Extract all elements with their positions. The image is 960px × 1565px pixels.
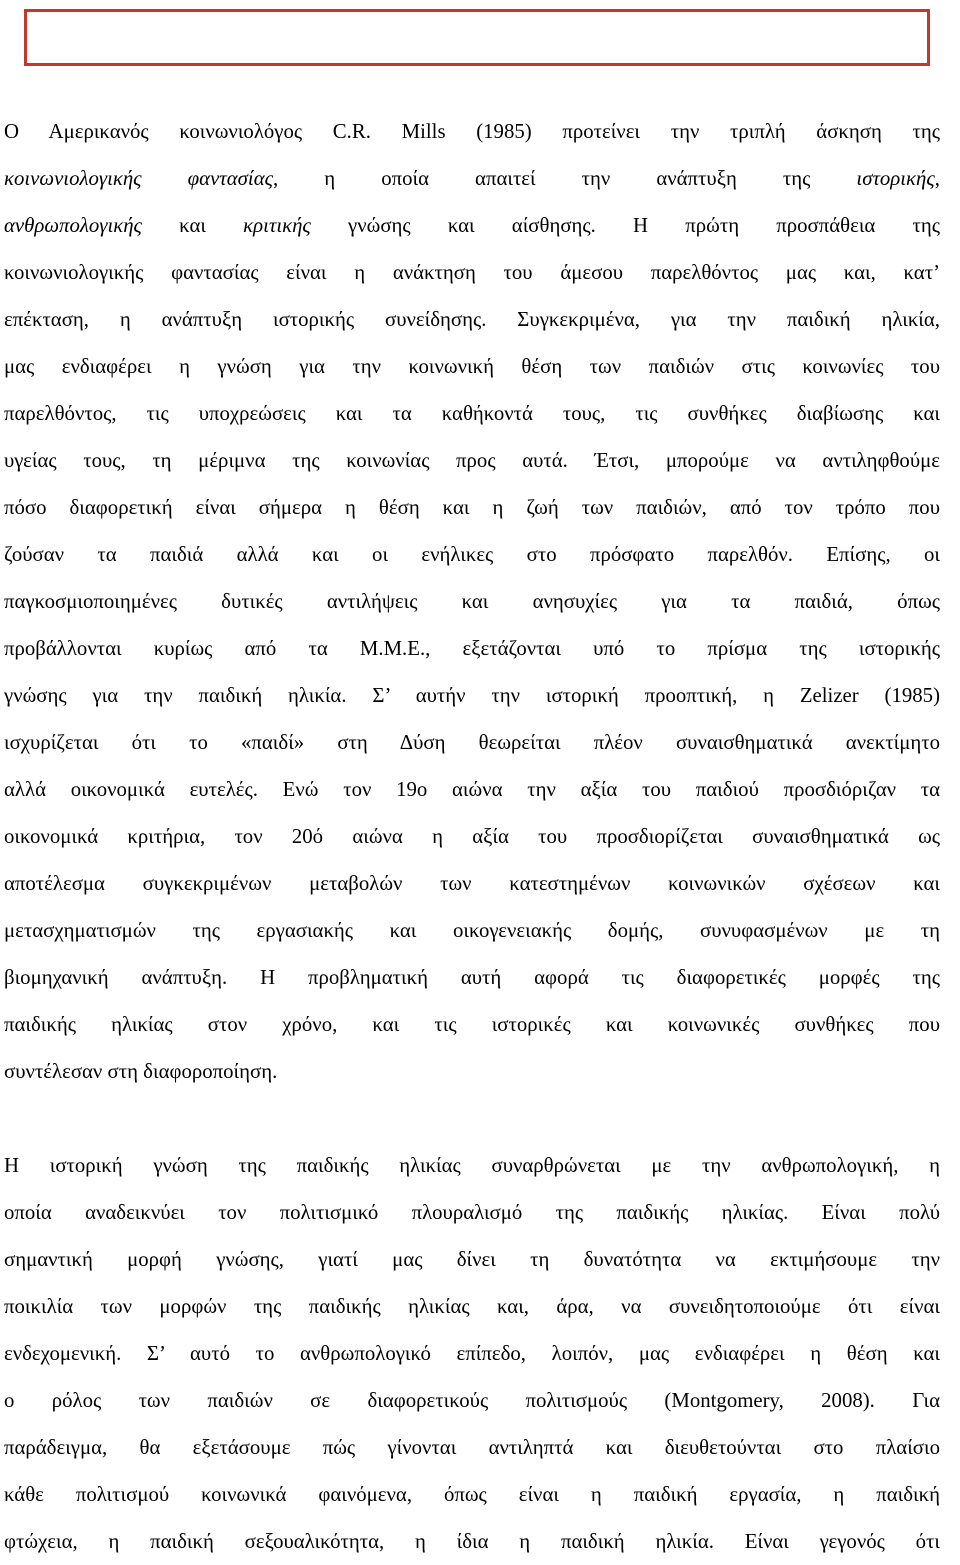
text-line: γνώσης για την παιδική ηλικία. Σ’ αυτήν την ιστορική προοπτική, η Zelizer (1985): [4, 684, 940, 707]
paragraph-1: [4, 108, 940, 1095]
text-line: αποτέλεσμα συγκεκριμένων μεταβολών των κατεστημένων κοινωνικών σχέσεων και: [4, 872, 940, 895]
paragraph-2: [4, 1142, 940, 1565]
text-line: παρελθόντος, τις υποχρεώσεις και τα καθήκοντά τους, τις συνθήκες διαβίωσης και: [4, 402, 940, 425]
text-line: σημαντική μορφή γνώσης, γιατί μας δίνει τη δυνατότητα να εκτιμήσουμε την: [4, 1248, 940, 1271]
text-line: πόσο διαφορετική είναι σήμερα η θέση και η ζωή των παιδιών, από τον τρόπο που: [4, 496, 940, 519]
text-line: αλλά οικονομικά ευτελές. Ενώ τον 19ο αιώνα την αξία του παιδιού προσδιόριζαν τα: [4, 778, 940, 801]
header-box: [24, 9, 930, 66]
italic-term: ιστορικής: [856, 167, 935, 190]
text-line: κοινωνιολογικής φαντασίας είναι η ανάκτηση του άμεσου παρελθόντος μας και, κατ’: [4, 261, 940, 284]
italic-term: κοινωνιολογικής φαντασίας: [4, 167, 274, 190]
text-line: ισχυρίζεται ότι το «παιδί» στη Δύση θεωρείται πλέον συναισθηματικά ανεκτίμητο: [4, 731, 940, 754]
text-line: βιομηχανική ανάπτυξη. Η προβληματική αυτή αφορά τις διαφορετικές μορφές της: [4, 966, 940, 989]
text-line: επέκταση, η ανάπτυξη ιστορικής συνείδησης. Συγκεκριμένα, για την παιδική ηλικία,: [4, 308, 940, 331]
italic-term: ανθρωπολογικής: [4, 214, 142, 237]
text-line: οικονομικά κριτήρια, τον 20ό αιώνα η αξία του προσδιορίζεται συναισθηματικά ως: [4, 825, 940, 848]
text-line: φτώχεια, η παιδική σεξουαλικότητα, η ίδια η παιδική ηλικία. Είναι γεγονός ότι: [4, 1530, 940, 1553]
text-line: μετασχηματισμών της εργασιακής και οικογενειακής δομής, συνυφασμένων με τη: [4, 919, 940, 942]
document-body: [4, 108, 940, 1565]
text-line: συντέλεσαν στη διαφοροποίηση.: [4, 1060, 278, 1083]
text-line: ανθρωπολογικής και κριτικής γνώσης και αίσθησης. Η πρώτη προσπάθεια της: [4, 214, 940, 237]
text-line: οποία αναδεικνύει τον πολιτισμικό πλουραλισμό της παιδικής ηλικίας. Είναι πολύ: [4, 1201, 940, 1224]
text-line: παγκοσμιοποιημένες δυτικές αντιλήψεις και ανησυχίες για τα παιδιά, όπως: [4, 590, 940, 613]
text-line: Ο Αμερικανός κοινωνιολόγος C.R. Mills (1985) προτείνει την τριπλή άσκηση της: [4, 120, 940, 143]
text-line: ποικιλία των μορφών της παιδικής ηλικίας και, άρα, να συνειδητοποιούμε ότι είναι: [4, 1295, 940, 1318]
text-line: προβάλλονται κυρίως από τα Μ.Μ.Ε., εξετάζονται υπό το πρίσμα της ιστορικής: [4, 637, 940, 660]
text-line: παράδειγμα, θα εξετάσουμε πώς γίνονται αντιληπτά και διευθετούνται στο πλαίσιο: [4, 1436, 940, 1459]
text-line: ο ρόλος των παιδιών σε διαφορετικούς πολιτισμούς (Montgomery, 2008). Για: [4, 1389, 940, 1412]
text-line: ζούσαν τα παιδιά αλλά και οι ενήλικες στο πρόσφατο παρελθόν. Επίσης, οι: [4, 543, 940, 566]
text-line: παιδικής ηλικίας στον χρόνο, και τις ιστορικές και κοινωνικές συνθήκες που: [4, 1013, 940, 1036]
text-line: Η ιστορική γνώση της παιδικής ηλικίας συναρθρώνεται με την ανθρωπολογική, η: [4, 1154, 940, 1177]
text-line: κοινωνιολογικής φαντασίας, η οποία απαιτεί την ανάπτυξη της ιστορικής,: [4, 167, 940, 190]
text-line: ενδεχομενική. Σ’ αυτό το ανθρωπολογικό επίπεδο, λοιπόν, μας ενδιαφέρει η θέση και: [4, 1342, 940, 1365]
text-line: μας ενδιαφέρει η γνώση για την κοινωνική θέση των παιδιών στις κοινωνίες του: [4, 355, 940, 378]
italic-term: κριτικής: [243, 214, 311, 237]
text-line: κάθε πολιτισμού κοινωνικά φαινόμενα, όπως είναι η παιδική εργασία, η παιδική: [4, 1483, 940, 1506]
text-line: υγείας τους, τη μέριμνα της κοινωνίας προς αυτά. Έτσι, μπορούμε να αντιληφθούμε: [4, 449, 940, 472]
